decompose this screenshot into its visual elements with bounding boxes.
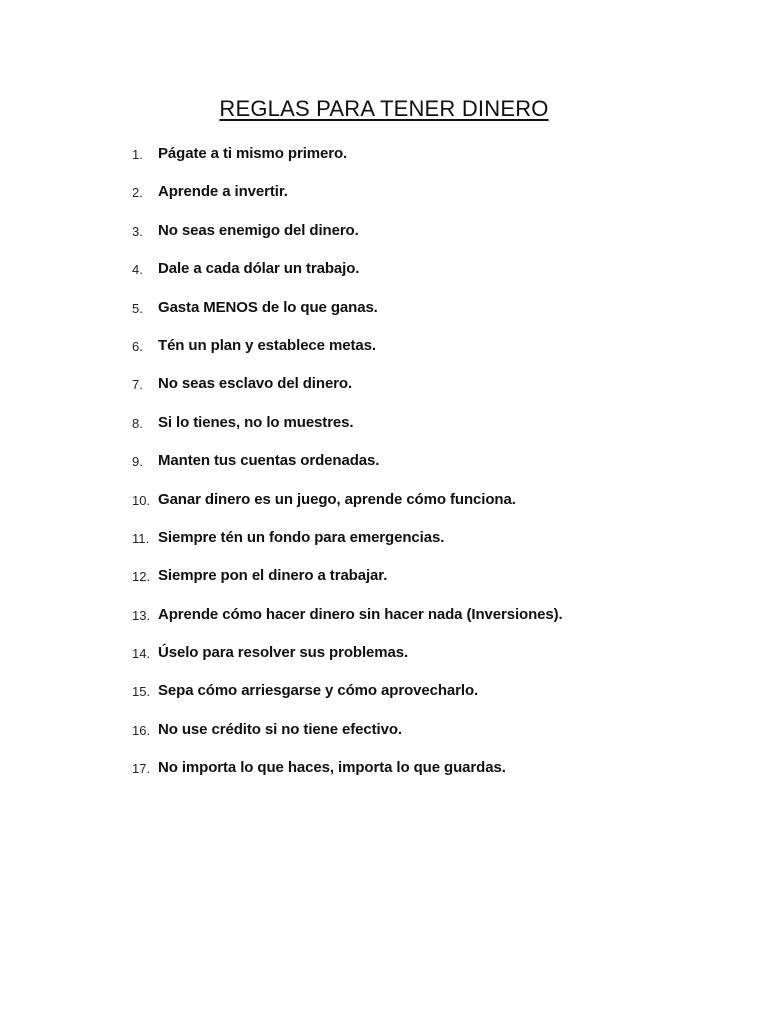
list-item bbox=[132, 181, 732, 219]
list-item-text: Págate a ti mismo primero. bbox=[158, 145, 348, 162]
list-item-number: 15. bbox=[132, 684, 151, 700]
document-title: REGLAS PARA TENER DINERO bbox=[219, 96, 549, 121]
list-item bbox=[132, 412, 732, 450]
list-item-number: 10. bbox=[132, 492, 151, 508]
list-item-text: Ganar dinero es un juego, aprende cómo funciona. bbox=[158, 490, 516, 508]
list-item-number: 16. bbox=[132, 722, 151, 738]
list-item-text: Dale a cada dólar un trabajo. bbox=[158, 260, 360, 278]
list-item-number: 12. bbox=[132, 569, 151, 585]
list-item bbox=[132, 719, 732, 757]
list-item-text: Sepa cómo arriesgarse y cómo aprovecharlo. bbox=[158, 682, 479, 700]
list-item bbox=[132, 565, 732, 603]
list-item bbox=[132, 757, 732, 795]
list-item-number: 1. bbox=[132, 147, 143, 162]
list-item bbox=[132, 604, 732, 642]
list-item bbox=[132, 143, 732, 181]
list-item-text: Siempre tén un fondo para emergencias. bbox=[158, 528, 445, 546]
list-item-text: No use crédito si no tiene efectivo. bbox=[158, 720, 402, 738]
list-item-text: Aprende cómo hacer dinero sin hacer nada (Inversiones). bbox=[158, 605, 563, 623]
list-item bbox=[132, 335, 732, 373]
list-item-number: 2. bbox=[132, 185, 143, 201]
list-item-number: 6. bbox=[132, 338, 143, 354]
list-item-text: Úselo para resolver sus problemas. bbox=[158, 644, 409, 662]
rules-list bbox=[132, 143, 732, 796]
list-item-number: 7. bbox=[132, 377, 143, 393]
list-item bbox=[132, 258, 732, 296]
list-item bbox=[132, 527, 732, 565]
list-item-number: 14. bbox=[132, 646, 151, 662]
list-item bbox=[132, 489, 732, 527]
list-item-text: No seas esclavo del dinero. bbox=[158, 375, 353, 393]
list-item-number: 11. bbox=[132, 530, 150, 546]
list-item bbox=[132, 450, 732, 488]
list-item-number: 9. bbox=[132, 454, 143, 470]
list-item-number: 17. bbox=[132, 761, 151, 777]
list-item-text: Si lo tienes, no lo muestres. bbox=[158, 413, 354, 431]
list-item-number: 8. bbox=[132, 415, 143, 431]
list-item-text: Gasta MENOS de lo que ganas. bbox=[158, 298, 378, 316]
list-item bbox=[132, 642, 732, 680]
list-item-text: No seas enemigo del dinero. bbox=[158, 221, 359, 239]
list-item-text: No importa lo que haces, importa lo que guardas. bbox=[158, 759, 506, 777]
list-item-number: 3. bbox=[132, 223, 143, 239]
list-item bbox=[132, 680, 732, 718]
list-item-number: 4. bbox=[132, 262, 143, 278]
list-item bbox=[132, 373, 732, 411]
list-item-number: 13. bbox=[132, 607, 151, 623]
list-item-text: Tén un plan y establece metas. bbox=[158, 336, 376, 354]
list-item-text: Manten tus cuentas ordenadas. bbox=[158, 452, 380, 470]
list-item-text: Siempre pon el dinero a trabajar. bbox=[158, 567, 388, 585]
list-item-number: 5. bbox=[132, 300, 143, 316]
list-item bbox=[132, 297, 732, 335]
list-item-text: Aprende a invertir. bbox=[158, 183, 288, 201]
list-item bbox=[132, 220, 732, 258]
